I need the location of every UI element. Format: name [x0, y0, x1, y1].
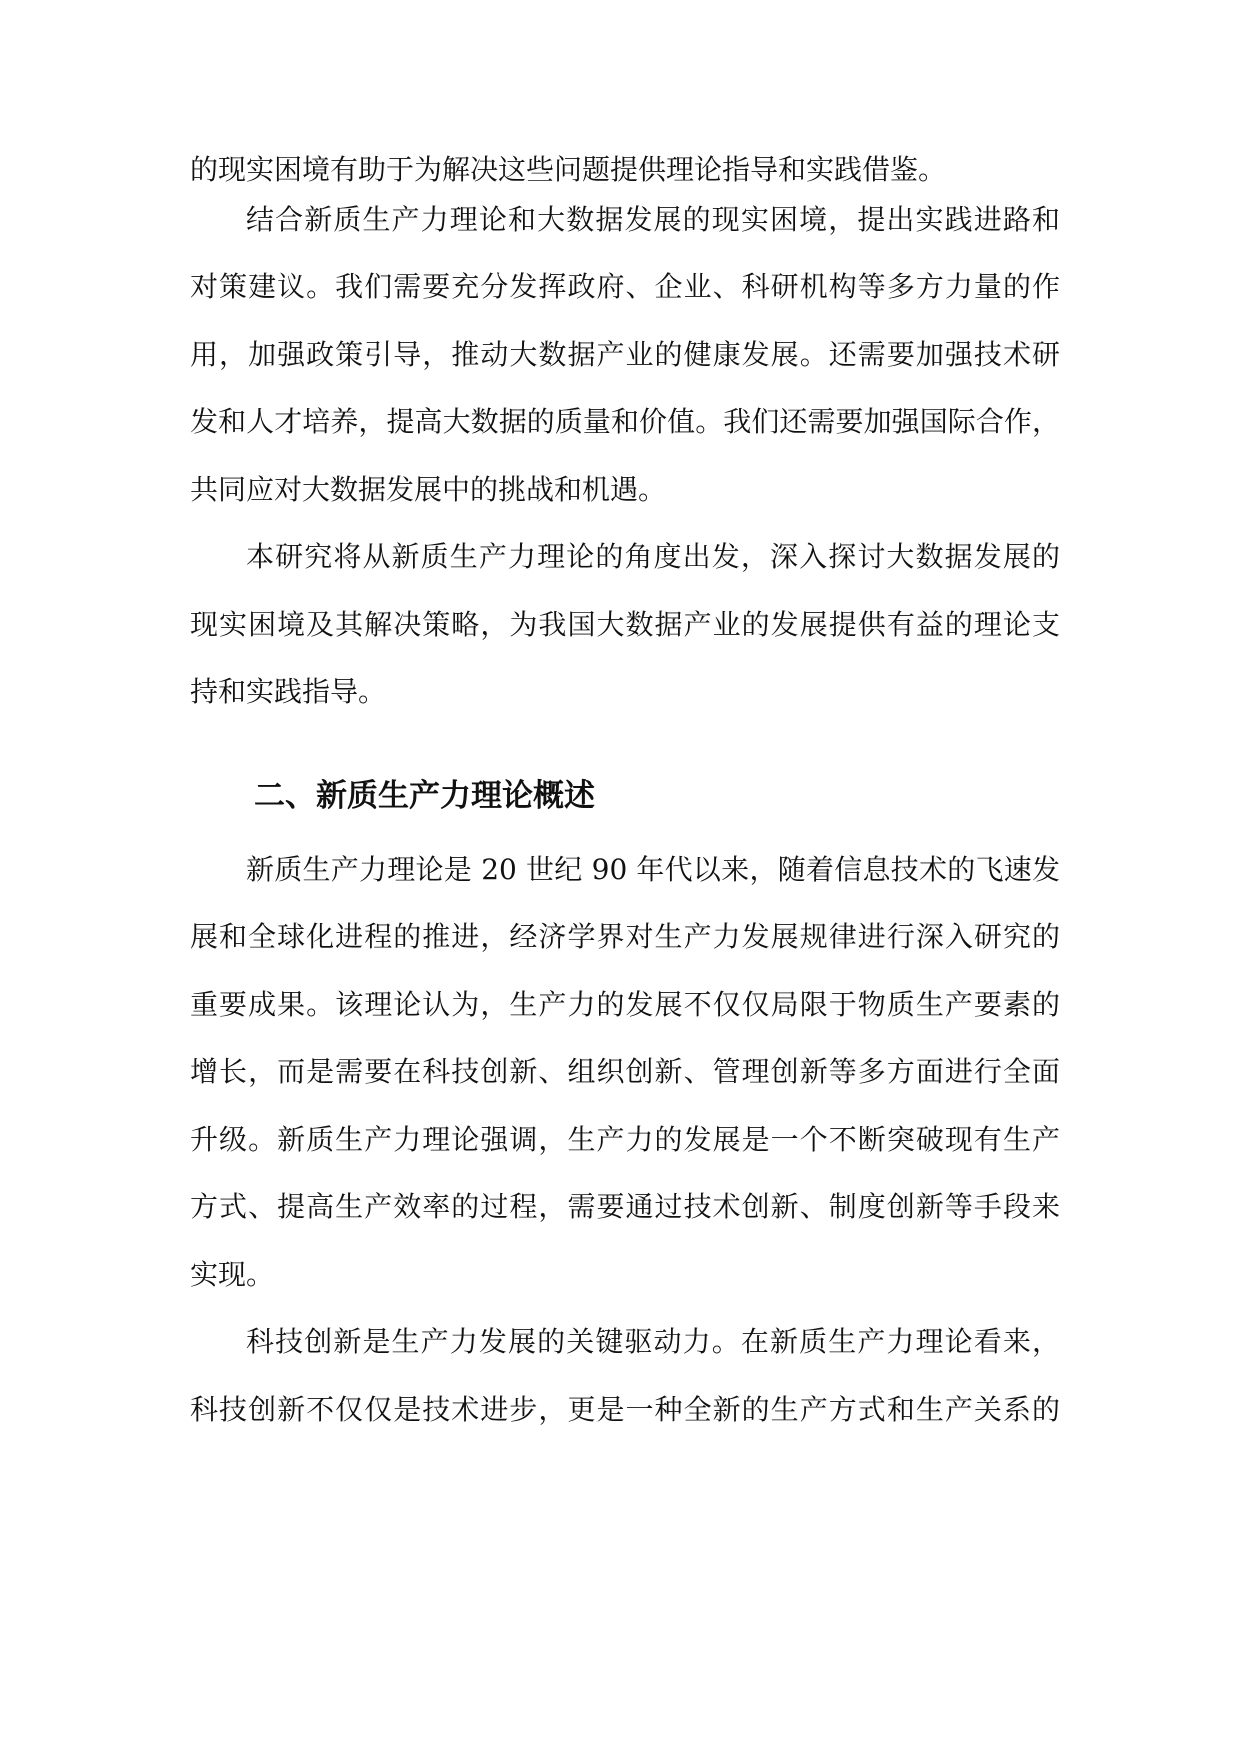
- text-line-2: 结合新质生产力理论和大数据发展的现实困境，提出实践进路和: [246, 203, 1060, 236]
- text-line-4: 用，加强政策引导，推动大数据产业的健康发展。还需要加强技术研: [190, 338, 1060, 371]
- text-line-15: 升级。新质生产力理论强调，生产力的发展是一个不断突破现有生产: [190, 1123, 1060, 1156]
- text-line-1: 的现实困境有助于为解决这些问题提供理论指导和实践借鉴。: [190, 153, 947, 186]
- text-line-3: 对策建议。我们需要充分发挥政府、企业、科研机构等多方力量的作: [190, 270, 1060, 303]
- section-heading: 二、新质生产力理论概述: [254, 778, 595, 814]
- text-line-13: 重要成果。该理论认为，生产力的发展不仅仅局限于物质生产要素的: [190, 988, 1060, 1021]
- text-line-19: 科技创新不仅仅是技术进步，更是一种全新的生产方式和生产关系的: [190, 1393, 1060, 1426]
- text-line-14: 增长，而是需要在科技创新、组织创新、管理创新等多方面进行全面: [190, 1055, 1060, 1088]
- text-line-12: 展和全球化进程的推进，经济学界对生产力发展规律进行深入研究的: [190, 920, 1060, 953]
- text-line-16: 方式、提高生产效率的过程，需要通过技术创新、制度创新等手段来: [190, 1190, 1060, 1223]
- text-line-7: 本研究将从新质生产力理论的角度出发，深入探讨大数据发展的: [246, 540, 1060, 573]
- text-line-6: 共同应对大数据发展中的挑战和机遇。: [190, 473, 667, 506]
- text-line-5: 发和人才培养，提高大数据的质量和价值。我们还需要加强国际合作，: [190, 405, 1060, 438]
- text-line-8: 现实困境及其解决策略，为我国大数据产业的发展提供有益的理论支: [190, 608, 1060, 641]
- text-line-18: 科技创新是生产力发展的关键驱动力。在新质生产力理论看来，: [246, 1325, 1060, 1358]
- text-line-11: 新质生产力理论是 20 世纪 90 年代以来，随着信息技术的飞速发: [246, 853, 1060, 886]
- text-line-17: 实现。: [190, 1258, 275, 1291]
- text-line-9: 持和实践指导。: [190, 675, 387, 708]
